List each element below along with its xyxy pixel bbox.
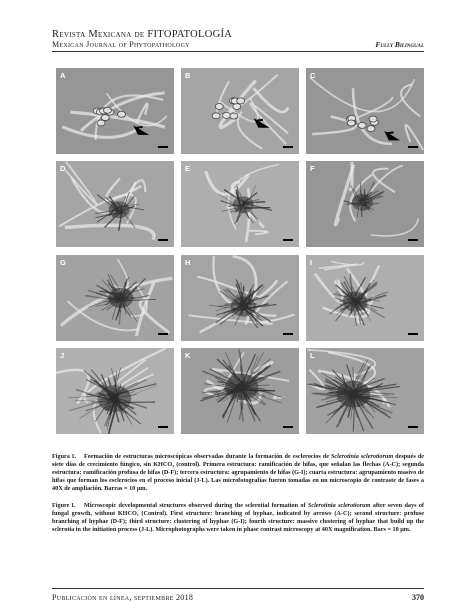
footer-rule — [52, 588, 424, 589]
page-number: 370 — [412, 593, 424, 602]
micrograph-panel — [56, 68, 174, 154]
scale-bar — [158, 333, 168, 335]
panel-label: L — [310, 350, 315, 360]
micrograph-panel — [306, 68, 424, 154]
panel-label: H — [185, 257, 191, 267]
scale-bar — [283, 239, 293, 241]
scale-bar — [283, 426, 293, 428]
panel-label: A — [60, 71, 66, 80]
panel-label: E — [185, 164, 191, 174]
micrograph-panel — [306, 255, 424, 341]
micrograph-panel — [56, 161, 174, 247]
micrograph-panel — [181, 68, 299, 154]
scale-bar — [158, 426, 168, 428]
scale-bar — [158, 146, 168, 148]
micrograph-panel — [56, 348, 174, 434]
caption-species-en: Sclerotinia sclerotiorum — [307, 502, 371, 509]
journal-title-es: Revista Mexicana de FITOPATOLOGÍA — [52, 29, 233, 40]
caption-text-en-1: Microscopic developmental structures observed during the sclerotial formation of — [84, 502, 308, 509]
panel-label: K — [185, 350, 191, 360]
journal-title-en: Mexican Journal of Phytopathology — [52, 40, 190, 49]
panel-label: B — [185, 71, 191, 80]
panel-label: I — [310, 257, 313, 267]
caption-label-es: Figura 1. — [52, 453, 77, 460]
caption-label-en: Figure 1. — [52, 502, 76, 509]
micrograph-panel — [181, 348, 299, 434]
micrograph-panel — [306, 161, 424, 247]
figure-panel-grid — [56, 68, 424, 438]
panel-label: D — [60, 164, 66, 174]
scale-bar — [283, 146, 293, 148]
micrograph-panel — [181, 255, 299, 341]
micrograph-panel — [56, 255, 174, 341]
scale-bar — [408, 239, 418, 241]
scale-bar — [158, 239, 168, 241]
caption-spanish — [52, 453, 424, 493]
panel-label: G — [60, 257, 66, 267]
header-rule — [52, 51, 424, 52]
micrograph-panel — [306, 348, 424, 434]
panel-label: C — [310, 71, 316, 80]
caption-text-es-1: Formación de estructuras microscópicas observadas durante la formación de esclerocios de — [84, 453, 331, 460]
panel-label: F — [310, 164, 315, 174]
scale-bar — [408, 146, 418, 148]
edition-label: Fully Bilingual — [375, 40, 424, 49]
caption-species-es: Sclerotinia sclerotiorum — [330, 453, 394, 460]
micrograph-panel — [181, 161, 299, 247]
panel-label: J — [60, 350, 65, 360]
caption-text-es-2: después de siete días de crecimiento fúngico, sin KHCO₃ (control). Primera estructura: ramificación de hifas, que señalan las flechas (A-C); segunda estructura: ramificación profusa de hifas (D-F); tercera estructura: agrupamiento de hifas (G-I); cuarta estructura: agrupamiento masivo de hifas que forman los esclerocios en el proceso inicial (J-L). Las microfotografías fueron tomadas en un microscopio de contraste de fases a 40X de ampliación. Barras = 10 µm. — [52, 453, 424, 492]
caption-english — [52, 502, 424, 534]
scale-bar — [283, 333, 293, 335]
scale-bar — [408, 333, 418, 335]
caption-text-en-2: after seven days of fungal growth, without KHCO₃ (Control). First structure: branching of hyphae, indicated by arrows (A-C); second structure: profuse branching of hyphae (D-F); third structure: clustering of hyphae (G-I); fourth structure: massive clustering of hyphae that build up the sclerotia in the initiation process (J-L). Microphotographs were taken in phase contrast microscopy at 40X magnification. Bars = 10 µm. — [52, 502, 424, 533]
scale-bar — [408, 426, 418, 428]
publication-date: Publicación en línea, septiembre 2018 — [52, 593, 194, 602]
